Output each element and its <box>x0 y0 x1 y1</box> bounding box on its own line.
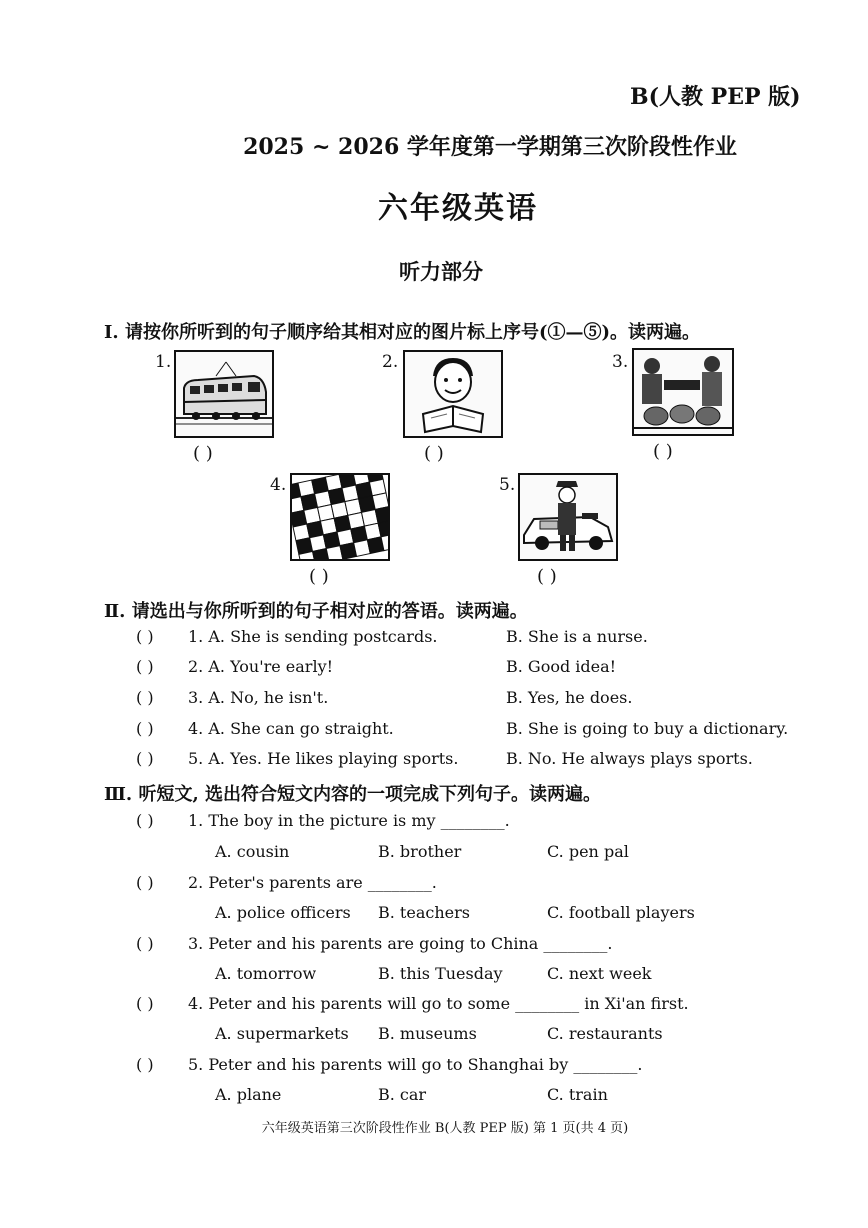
option-a: 3. A. No, he isn't. <box>188 688 329 707</box>
option-a: A. supermarkets <box>215 1024 349 1043</box>
section1-title: Ⅰ. 请按你所听到的句子顺序给其相对应的图片标上序号(①—⑤)。读两遍。 <box>104 322 700 343</box>
option-a: 5. A. Yes. He likes playing sports. <box>188 749 459 768</box>
option-a: 1. A. She is sending postcards. <box>188 627 438 646</box>
answer-paren[interactable]: ( ) <box>136 719 154 738</box>
answer-paren[interactable]: ( ) <box>424 443 444 464</box>
exam-subtitle: 六年级英语 <box>378 191 538 226</box>
answer-paren[interactable]: ( ) <box>653 441 673 462</box>
option-b: B. No. He always plays sports. <box>506 749 753 768</box>
question-text: 5. Peter and his parents will go to Shanghai by ________. <box>188 1055 643 1074</box>
version-label: B(人教 PEP 版) <box>630 84 801 110</box>
answer-paren[interactable]: ( ) <box>136 811 154 830</box>
part-heading: 听力部分 <box>399 259 483 284</box>
picture-number: 1. <box>155 352 172 372</box>
answer-paren[interactable]: ( ) <box>136 934 154 953</box>
option-b: B. teachers <box>378 903 470 922</box>
question-text: 1. The boy in the picture is my ________. <box>188 811 510 830</box>
option-b: B. Yes, he does. <box>506 688 633 707</box>
section2-title: Ⅱ. 请选出与你所听到的句子相对应的答语。读两遍。 <box>104 601 528 622</box>
answer-paren[interactable]: ( ) <box>136 627 154 646</box>
option-c: C. train <box>547 1085 608 1104</box>
option-c: C. pen pal <box>547 842 629 861</box>
answer-paren[interactable]: ( ) <box>136 657 154 676</box>
police-officer-car-icon <box>518 473 618 561</box>
option-b: B. brother <box>378 842 462 861</box>
answer-paren[interactable]: ( ) <box>136 873 154 892</box>
picture-number: 4. <box>270 475 287 495</box>
option-b: B. Good idea! <box>506 657 617 676</box>
people-shopping-icon <box>632 348 734 436</box>
picture-number: 3. <box>612 352 629 372</box>
section3-title: Ⅲ. 听短文, 选出符合短文内容的一项完成下列句子。读两遍。 <box>104 784 601 805</box>
option-c: C. football players <box>547 903 695 922</box>
picture-number: 5. <box>499 475 516 495</box>
question-text: 4. Peter and his parents will go to some ________ in Xi'an first. <box>188 994 689 1013</box>
option-c: C. next week <box>547 964 652 983</box>
answer-paren[interactable]: ( ) <box>309 566 329 587</box>
option-b: B. museums <box>378 1024 477 1043</box>
answer-paren[interactable]: ( ) <box>136 1055 154 1074</box>
crossword-icon <box>290 473 390 561</box>
train-icon <box>174 350 274 438</box>
answer-paren[interactable]: ( ) <box>537 566 557 587</box>
option-a: 2. A. You're early! <box>188 657 334 676</box>
exam-title: 2025 ~ 2026 学年度第一学期第三次阶段性作业 <box>243 134 737 160</box>
option-c: C. restaurants <box>547 1024 663 1043</box>
option-a: A. police officers <box>215 903 351 922</box>
option-b: B. this Tuesday <box>378 964 503 983</box>
picture-number: 2. <box>382 352 399 372</box>
option-b: B. car <box>378 1085 427 1104</box>
option-a: 4. A. She can go straight. <box>188 719 394 738</box>
answer-paren[interactable]: ( ) <box>136 994 154 1013</box>
option-a: A. plane <box>215 1085 282 1104</box>
answer-paren[interactable]: ( ) <box>193 443 213 464</box>
question-text: 3. Peter and his parents are going to China ________. <box>188 934 613 953</box>
question-text: 2. Peter's parents are ________. <box>188 873 437 892</box>
answer-paren[interactable]: ( ) <box>136 688 154 707</box>
answer-paren[interactable]: ( ) <box>136 749 154 768</box>
page-footer: 六年级英语第三次阶段性作业 B(人教 PEP 版) 第 1 页(共 4 页) <box>261 1121 629 1136</box>
option-b: B. She is going to buy a dictionary. <box>506 719 789 738</box>
option-b: B. She is a nurse. <box>506 627 648 646</box>
boy-reading-icon <box>403 350 503 438</box>
option-a: A. cousin <box>215 842 290 861</box>
option-a: A. tomorrow <box>215 964 317 983</box>
